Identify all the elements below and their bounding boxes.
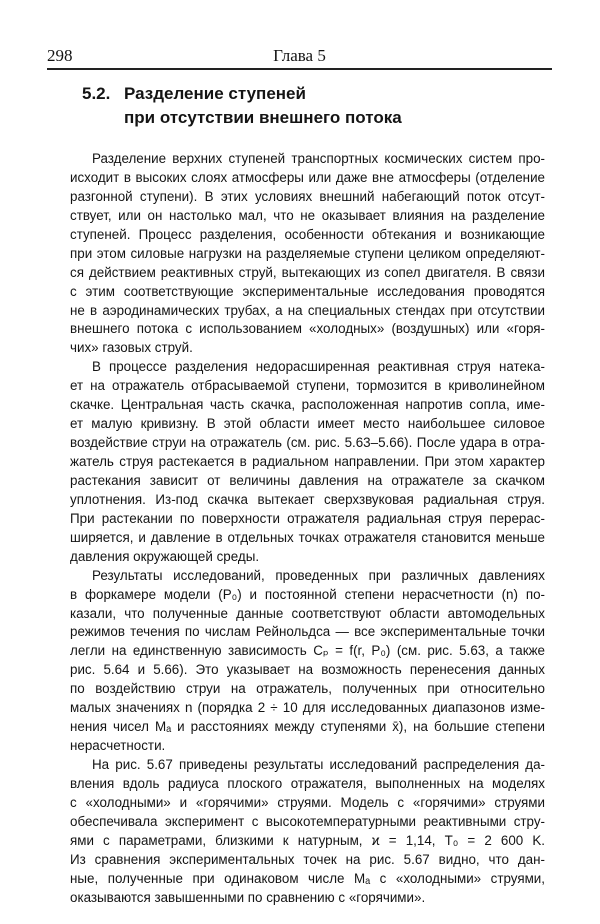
text-line: казали, что полученные данные соответствуют области автомодельных [70,605,545,621]
text-line: исходит в высоких слоях атмосферы или даже вне атмосферы (отделение [70,169,545,185]
text-line: скачке. Центральная часть скачка, расположенная напротив сопла, име- [70,397,545,413]
text-line: нения чисел Mₐ и расстояниях между ступенями x̄), на большие степени [70,719,545,735]
text-line: по воздействию струи на отражатель, полученных при относительно [70,681,545,697]
text-line: рис. 5.64 и 5.66). Это указывает на возможность перенесения данных [70,662,545,678]
paragraph [70,567,545,756]
text-line: режимов течения по числам Рейнольдса — все экспериментальные точки [70,624,545,640]
text-line: жатель струя растекается в радиальном направлении. При этом характер [70,454,545,469]
text-line: ет на отражатель отбрасываемой ступени, тормозится в криволинейном [70,378,545,394]
paragraph [70,150,545,358]
text-line: растекания зависит от величины давления на отражателе за скачком [70,472,545,488]
text-line: ет малую кривизну. В этой области имеет место наибольшее силовое [70,416,545,432]
page-number: 298 [47,46,73,65]
text-line: чих» газовых струй. [70,340,193,356]
text-line: с «холодными» и «горячими» струями. Модель с «горячими» струями [70,794,545,810]
text-line: при этом силовые нагрузки на разделяемые ступени целиком определяют- [70,245,545,261]
section-title-line-1: Разделение ступеней [124,84,306,103]
text-line: малых значениях n (порядка 2 ÷ 10 для исследованных диапазонов изме- [70,700,545,716]
text-line: легли на единственную зависимость Cₚ = f(r, P₀) (см. рис. 5.63, а также [70,643,545,659]
section-heading [82,82,402,130]
text-line: ступеней. Процесс разделения, особенности обтекания и возникающие [70,226,545,242]
text-line: Из сравнения экспериментальных точек на рис. 5.67 видно, что дан- [70,851,545,867]
text-line: Результаты исследований, проведенных при различных давлениях [92,567,545,583]
section-number: 5.2. [82,84,111,103]
text-line: ями с параметрами, близкими к натурным, ϰ = 1,14, T₀ = 2 600 K. [70,832,545,848]
paragraph [70,756,545,908]
text-line: оказываются завышенными по сравнению с «горячими». [70,889,426,905]
paragraph [70,358,545,566]
text-line: Разделение верхних ступеней транспортных космических систем про- [92,151,545,166]
text-line: ширяется, и давление в отдельных точках отражателя становится меньше [70,529,545,545]
text-line: ствует, или он настолько мал, что не оказывает влияния на разделение [70,207,545,223]
text-line: В процессе разделения недорасширенная реактивная струя натека- [92,359,545,375]
text-line: На рис. 5.67 приведены результаты исследований распределения да- [92,757,545,772]
text-line: вления вдоль радиуса плоского отражателя, выполненных на моделях [70,775,545,791]
text-line: нерасчетности. [70,738,166,754]
text-line: уплотнения. Из-под скачка вытекает сверхзвуковая радиальная струя. [70,491,545,507]
text-line: воздействие струи на отражатель (см. рис. 5.63–5.66). После удара в отра- [70,435,545,451]
section-title-line-2: при отсутствии внешнего потока [124,108,402,127]
text-line: давления окружающей среды. [70,548,260,564]
text-line: разгонной ступени). В этих условиях внешний набегающий поток отсут- [70,188,545,204]
text-line: внешнего потока с использованием «холодных» (воздушных) или «горя- [70,321,545,337]
text-line: в форкамере модели (P₀) и постоянной степени нерасчетности (n) по- [70,586,545,602]
text-line: ся действием реактивных струй, вытекающих из сопел двигателя. В связи [70,264,545,280]
text-line: не в аэродинамических трубах, а на специальных стендах при отсутствии [70,302,545,318]
running-header [47,46,552,70]
text-line: ные, полученные при одинаковом числе Mₐ с «холодными» струями, [70,870,545,886]
text-line: При растекании по поверхности отражателя радиальная струя перерас- [70,510,545,526]
text-line: с этим соответствующие экспериментальные исследования проводятся [70,283,545,299]
chapter-title: Глава 5 [273,46,326,65]
body-text [70,150,545,908]
text-line: обеспечивала эксперимент с высокотемпературными реактивными стру- [70,813,545,829]
